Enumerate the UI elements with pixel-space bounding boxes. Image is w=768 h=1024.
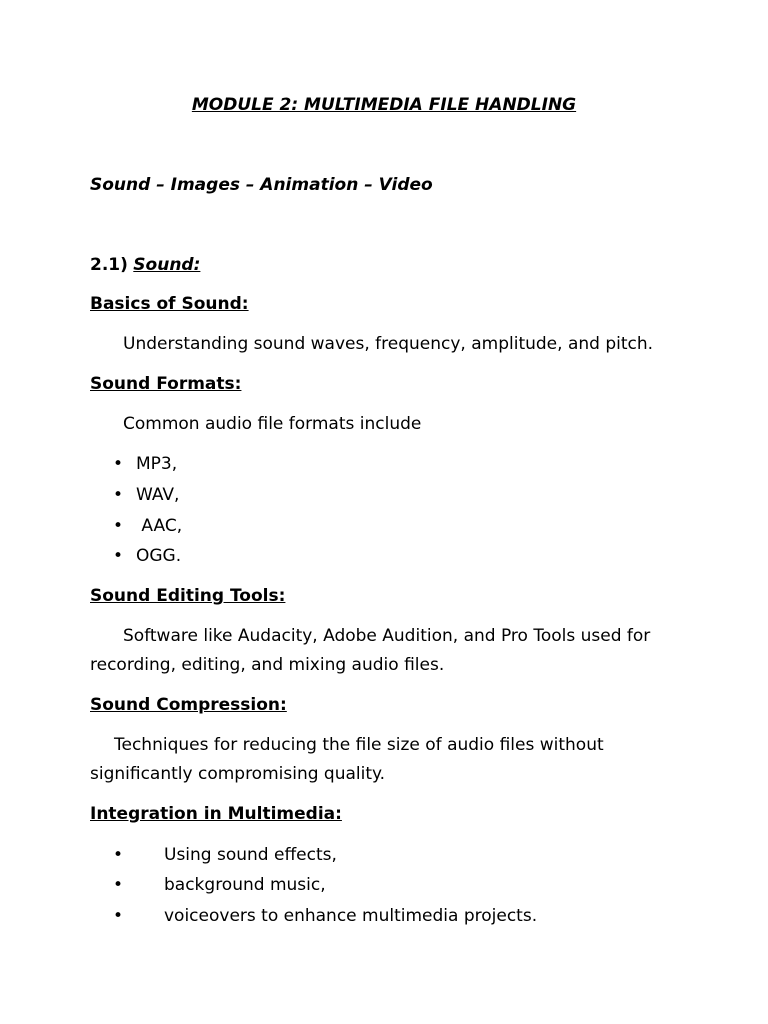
bullet-glyph: •	[113, 875, 124, 895]
document-title: MODULE 2: MULTIMEDIA FILE HANDLING	[191, 95, 577, 115]
editing-heading: Sound Editing Tools:	[90, 586, 286, 606]
list-item: background music,	[164, 875, 326, 895]
basics-text: Understanding sound waves, frequency, amplitude, and pitch.	[123, 334, 654, 354]
list-item: Using sound effects,	[164, 845, 337, 865]
section-name: Sound:	[133, 255, 201, 275]
formats-heading: Sound Formats:	[90, 374, 242, 394]
list-item: WAV,	[136, 485, 180, 505]
section-heading	[90, 255, 200, 275]
bullet-glyph: •	[113, 485, 124, 505]
list-item: AAC,	[136, 516, 183, 536]
list-item: voiceovers to enhance multimedia projects.	[164, 906, 538, 926]
bullet-glyph: •	[113, 516, 124, 536]
formats-intro: Common audio file formats include	[123, 414, 422, 434]
bullet-glyph: •	[113, 906, 124, 926]
list-item: OGG.	[136, 546, 182, 566]
bullet-glyph: •	[113, 546, 124, 566]
bullet-glyph: •	[113, 454, 124, 474]
topics-line: Sound – Images – Animation – Video	[90, 175, 433, 195]
list-item: MP3,	[136, 454, 178, 474]
basics-heading: Basics of Sound:	[90, 294, 249, 314]
integration-heading: Integration in Multimedia:	[90, 804, 342, 824]
section-number: 2.1)	[90, 255, 128, 275]
compression-text: Techniques for reducing the file size of audio files without significantly compromising quality.	[90, 735, 604, 784]
bullet-glyph: •	[113, 845, 124, 865]
editing-text: Software like Audacity, Adobe Audition, and Pro Tools used for recording, editing, and mixing audio files.	[90, 626, 651, 675]
compression-heading: Sound Compression:	[90, 695, 287, 715]
